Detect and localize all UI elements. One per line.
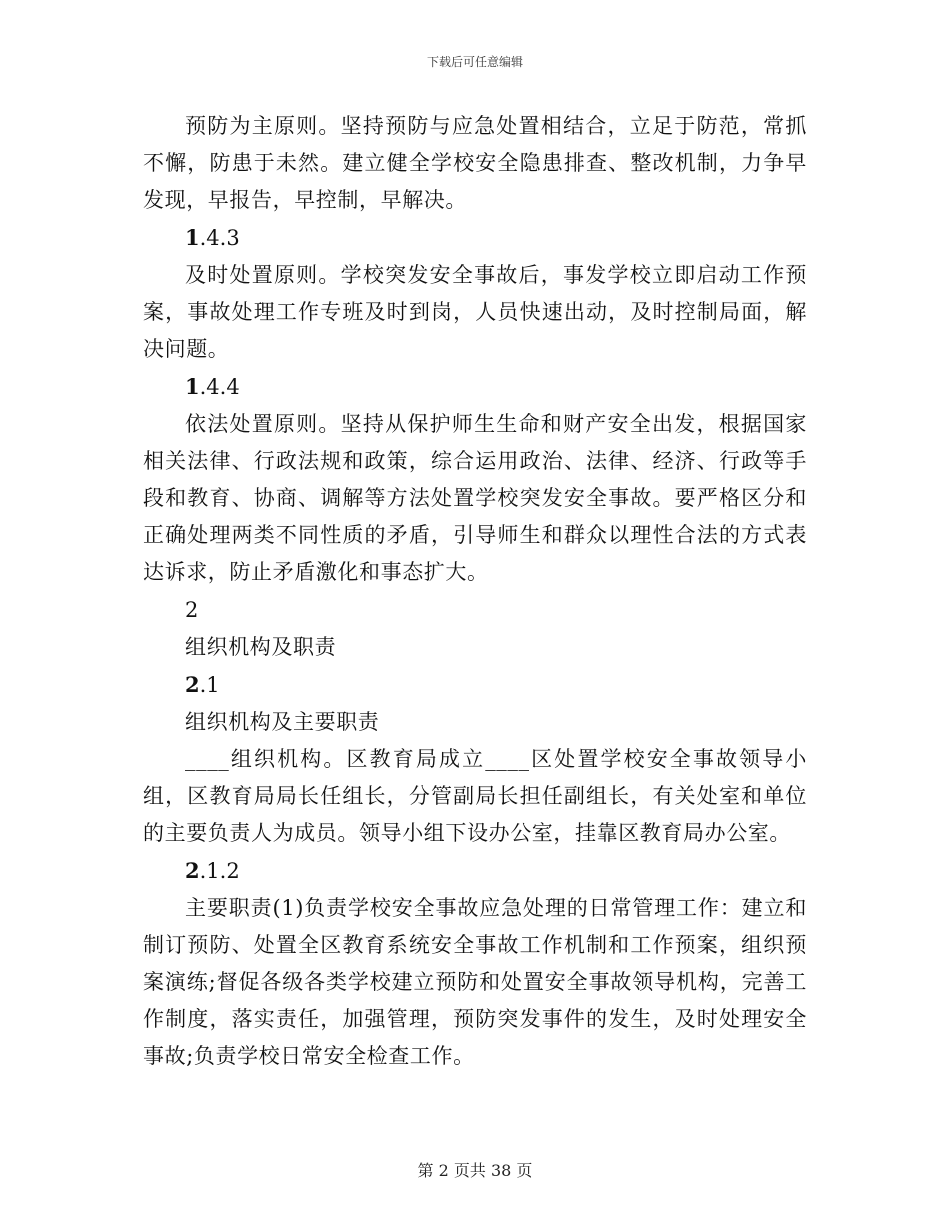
- paragraph-timely-handling-principle: 及时处置原则。学校突发安全事故后，事发学校立即启动工作预案，事故处理工作专班及时到岗，人员快速出动，及时控制局面，解决问题。: [143, 263, 807, 361]
- section-number-2-1-2: 2.1.2: [185, 858, 240, 883]
- section-number-2: 2: [185, 598, 199, 622]
- section-title-organization: 组织机构及职责: [185, 635, 337, 659]
- paragraph-prevention-principle: 预防为主原则。坚持预防与应急处置相结合，立足于防范，常抓不懈，防患于未然。建立健全学校安全隐患排查、整改机制，力争早发现，早报告，早控制，早解决。: [143, 114, 807, 212]
- paragraph-main-duties: 主要职责(1)负责学校安全事故应急处理的日常管理工作：建立和制订预防、处置全区教育系统安全事故工作机制和工作预案，组织预案演练;督促各级各类学校建立预防和处置安全事故领导机构，完善工作制度，落实责任，加强管理，预防突发事件的发生，及时处理安全事故;负责学校日常安全检查工作。: [143, 896, 807, 1068]
- section-number-1-4-4: 1.4.4: [185, 374, 240, 399]
- section-number-2-1: 2.1: [185, 672, 220, 697]
- page-footer: 第 2 页共 38 页: [417, 1161, 533, 1180]
- section-title-organization-duties: 组织机构及主要职责: [185, 710, 380, 734]
- paragraph-lawful-handling-principle: 依法处置原则。坚持从保护师生生命和财产安全出发，根据国家相关法律、行政法规和政策，综合运用政治、法律、经济、行政等手段和教育、协商、调解等方法处置学校突发安全事故。要严格区分和正确处理两类不同性质的矛盾，引导师生和群众以理性合法的方式表达诉求，防止矛盾激化和事态扩大。: [143, 412, 807, 584]
- page-header: 下载后可任意编辑: [426, 55, 523, 69]
- paragraph-organization: ____组织机构。区教育局成立____区处置学校安全事故领导小组，区教育局局长任组长，分管副局长担任副组长，有关处室和单位的主要负责人为成员。领导小组下设办公室，挂靠区教育局办公室。: [143, 747, 807, 845]
- document-body: [143, 108, 807, 1075]
- section-number-1-4-3: 1.4.3: [185, 225, 240, 250]
